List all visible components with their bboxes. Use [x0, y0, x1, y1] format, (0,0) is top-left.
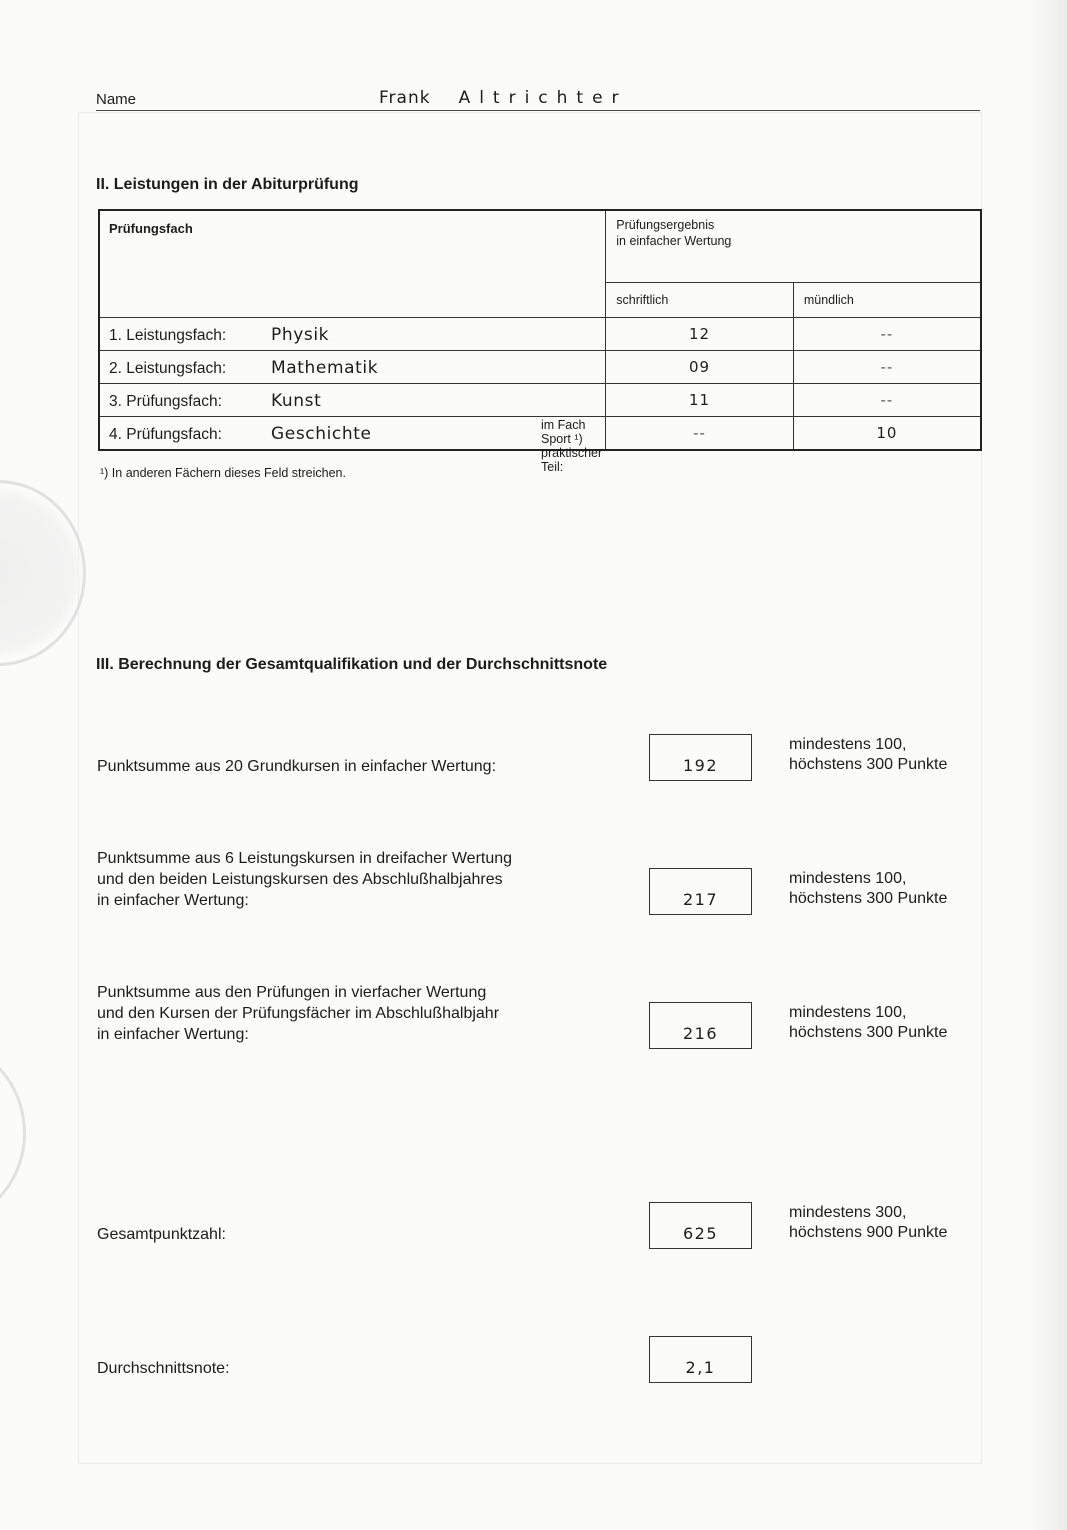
oral-score: -- [793, 384, 981, 417]
name-value [379, 88, 628, 108]
label-line: und den beiden Leistungskursen des Abschlußhalbjahres [97, 871, 503, 888]
written-score: 12 [606, 318, 794, 351]
label-line: in einfacher Wertung: [97, 1026, 249, 1043]
name-row [96, 90, 980, 111]
page-edge-shadow [1027, 0, 1067, 1530]
header-result [606, 210, 981, 283]
header-result-subtitle: in einfacher Wertung [616, 234, 732, 248]
header-result-title: Prüfungsergebnis [616, 218, 715, 232]
value-box-grundkurse: 192 [649, 734, 752, 781]
calc-label-gesamtpunktzahl [97, 1224, 226, 1245]
first-name: Frank [379, 88, 431, 108]
subject-cell [99, 384, 606, 417]
label-line: Gesamtpunktzahl: [97, 1226, 226, 1243]
subject-cell [99, 318, 606, 351]
table-row [99, 417, 981, 451]
value-box-durchschnittsnote: 2,1 [649, 1336, 752, 1383]
label-line: in einfacher Wertung: [97, 892, 249, 909]
subject-name: Mathematik [271, 358, 379, 378]
oral-score: -- [793, 318, 981, 351]
range-gesamtpunktzahl [789, 1203, 947, 1243]
official-seal-stamp [0, 1040, 26, 1226]
table-row [99, 318, 981, 351]
header-oral: mündlich [793, 283, 981, 318]
sport-note-line2: praktischer Teil: [541, 446, 603, 474]
written-score: 09 [606, 351, 794, 384]
table-row [99, 351, 981, 384]
written-score: -- [606, 417, 794, 451]
calc-label-leistungskurse [97, 848, 512, 911]
value-box-leistungskurse: 217 [649, 868, 752, 915]
subject-kind: 4. Prüfungsfach: [109, 426, 222, 443]
header-written: schriftlich [606, 283, 794, 318]
written-score: 11 [606, 384, 794, 417]
table-row [99, 384, 981, 417]
calc-label-grundkurse [97, 756, 496, 777]
name-label: Name [96, 91, 137, 108]
section-3-title: III. Berechnung der Gesamtqualifikation und der Durchschnittsnote [96, 656, 608, 673]
section-2-title: II. Leistungen in der Abiturprüfung [96, 176, 359, 193]
label-line: Punktsumme aus 6 Leistungskursen in dreifacher Wertung [97, 850, 513, 867]
range-pruefungen [789, 1003, 947, 1043]
oral-score: -- [793, 351, 981, 384]
subject-name: Geschichte [271, 424, 372, 444]
subject-kind: 1. Leistungsfach: [109, 327, 227, 344]
subject-kind: 2. Leistungsfach: [109, 360, 227, 377]
label-line: Punktsumme aus 20 Grundkursen in einfacher Wertung: [97, 758, 497, 775]
sport-note-line1: im Fach Sport ¹) [541, 418, 586, 446]
calc-label-durchschnittsnote [97, 1358, 230, 1379]
footnote: ¹) In anderen Fächern dieses Feld streichen. [100, 466, 346, 480]
range-min: mindestens 100, [789, 1004, 907, 1021]
subject-cell [99, 351, 606, 384]
header-subject: Prüfungsfach [99, 210, 606, 318]
oral-score: 10 [793, 417, 981, 451]
last-name: Altrichter [458, 88, 628, 108]
range-max: höchstens 900 Punkte [789, 1224, 948, 1241]
label-line: Punktsumme aus den Prüfungen in vierfacher Wertung [97, 984, 487, 1001]
sport-note [541, 418, 605, 474]
label-line: Durchschnittsnote: [97, 1360, 230, 1377]
value-box-pruefungen: 216 [649, 1002, 752, 1049]
range-leistungskurse [789, 869, 947, 909]
range-max: höchstens 300 Punkte [789, 890, 948, 907]
range-min: mindestens 300, [789, 1204, 907, 1221]
calc-label-pruefungen [97, 982, 499, 1045]
official-seal-stamp [0, 480, 86, 666]
range-max: höchstens 300 Punkte [789, 756, 948, 773]
subject-kind: 3. Prüfungsfach: [109, 393, 222, 410]
value-box-gesamtpunktzahl: 625 [649, 1202, 752, 1249]
range-min: mindestens 100, [789, 736, 907, 753]
subject-name: Physik [271, 325, 330, 345]
range-max: höchstens 300 Punkte [789, 1024, 948, 1041]
subject-name: Kunst [271, 391, 322, 411]
range-grundkurse [789, 735, 947, 775]
label-line: und den Kursen der Prüfungsfächer im Abschlußhalbjahr [97, 1005, 500, 1022]
range-min: mindestens 100, [789, 870, 907, 887]
